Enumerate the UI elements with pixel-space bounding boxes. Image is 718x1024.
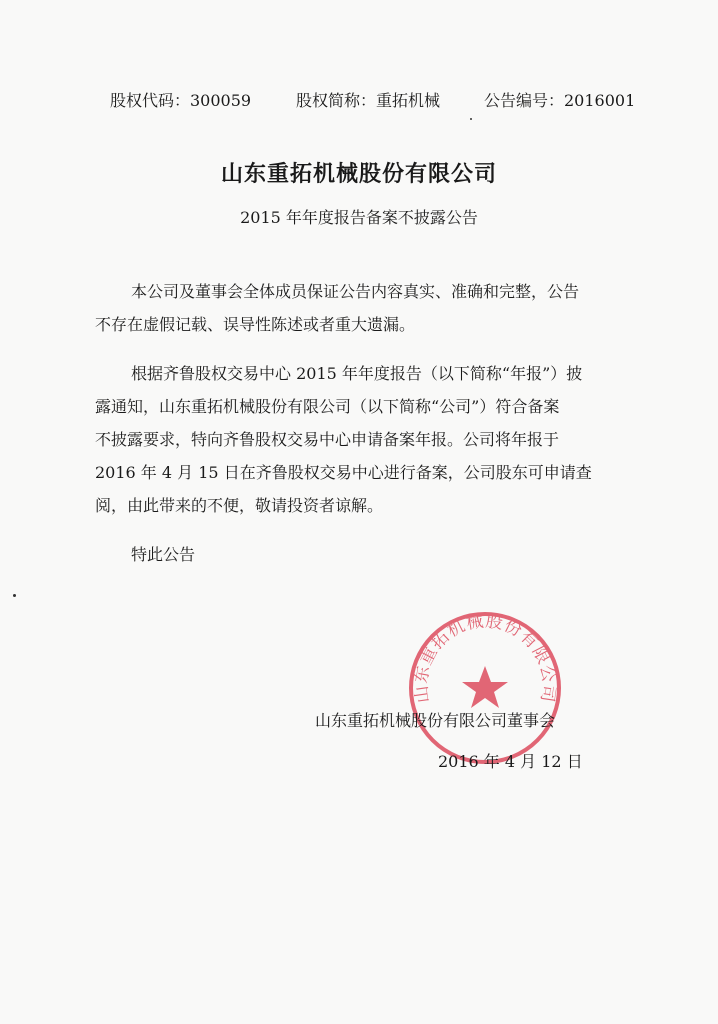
paragraph-line: 阅，由此带来的不便，敬请投资者谅解。: [95, 496, 384, 515]
signature-organization: 山东重拓机械股份有限公司董事会: [315, 711, 556, 730]
paragraph-line: 根据齐鲁股权交易中心 2015 年年度报告（以下简称“年报”）披: [131, 364, 583, 383]
paragraph-line: 不存在虚假记载、误导性陈述或者重大遗漏。: [95, 315, 416, 334]
notice-number: 公告编号：2016001: [484, 91, 636, 110]
paragraph-notice: [95, 357, 625, 522]
paragraph-line: 露通知，山东重拓机械股份有限公司（以下简称“公司”）符合备案: [95, 397, 560, 416]
paragraph-line: 2016 年 4 月 15 日在齐鲁股权交易中心进行备案，公司股东可申请查: [95, 463, 592, 482]
company-title: 山东重拓机械股份有限公司: [220, 161, 497, 187]
scan-speck: [13, 594, 16, 597]
notice-subtitle: 2015 年年度报告备案不披露公告: [240, 208, 478, 227]
paragraph-closing: [95, 538, 625, 571]
paragraph-line: 不披露要求，特向齐鲁股权交易中心申请备案年报。公司将年报于: [95, 430, 560, 449]
seal-arc-text: 山东重拓机械股份有限公司: [411, 611, 559, 705]
signature-date: 2016 年 4 月 12 日: [438, 752, 583, 771]
document-header: [110, 88, 636, 112]
closing-text: 特此公告: [131, 545, 196, 564]
paragraph-line: 本公司及董事会全体成员保证公告内容真实、准确和完整，公告: [131, 282, 580, 301]
paragraph-guarantee: [95, 275, 625, 341]
stock-code: 股权代码：300059: [110, 91, 252, 110]
stock-abbreviation: 股权简称：重拓机械: [296, 91, 441, 110]
company-seal: [405, 608, 565, 768]
seal-star-icon: [462, 666, 508, 708]
scan-speck: [470, 118, 472, 120]
